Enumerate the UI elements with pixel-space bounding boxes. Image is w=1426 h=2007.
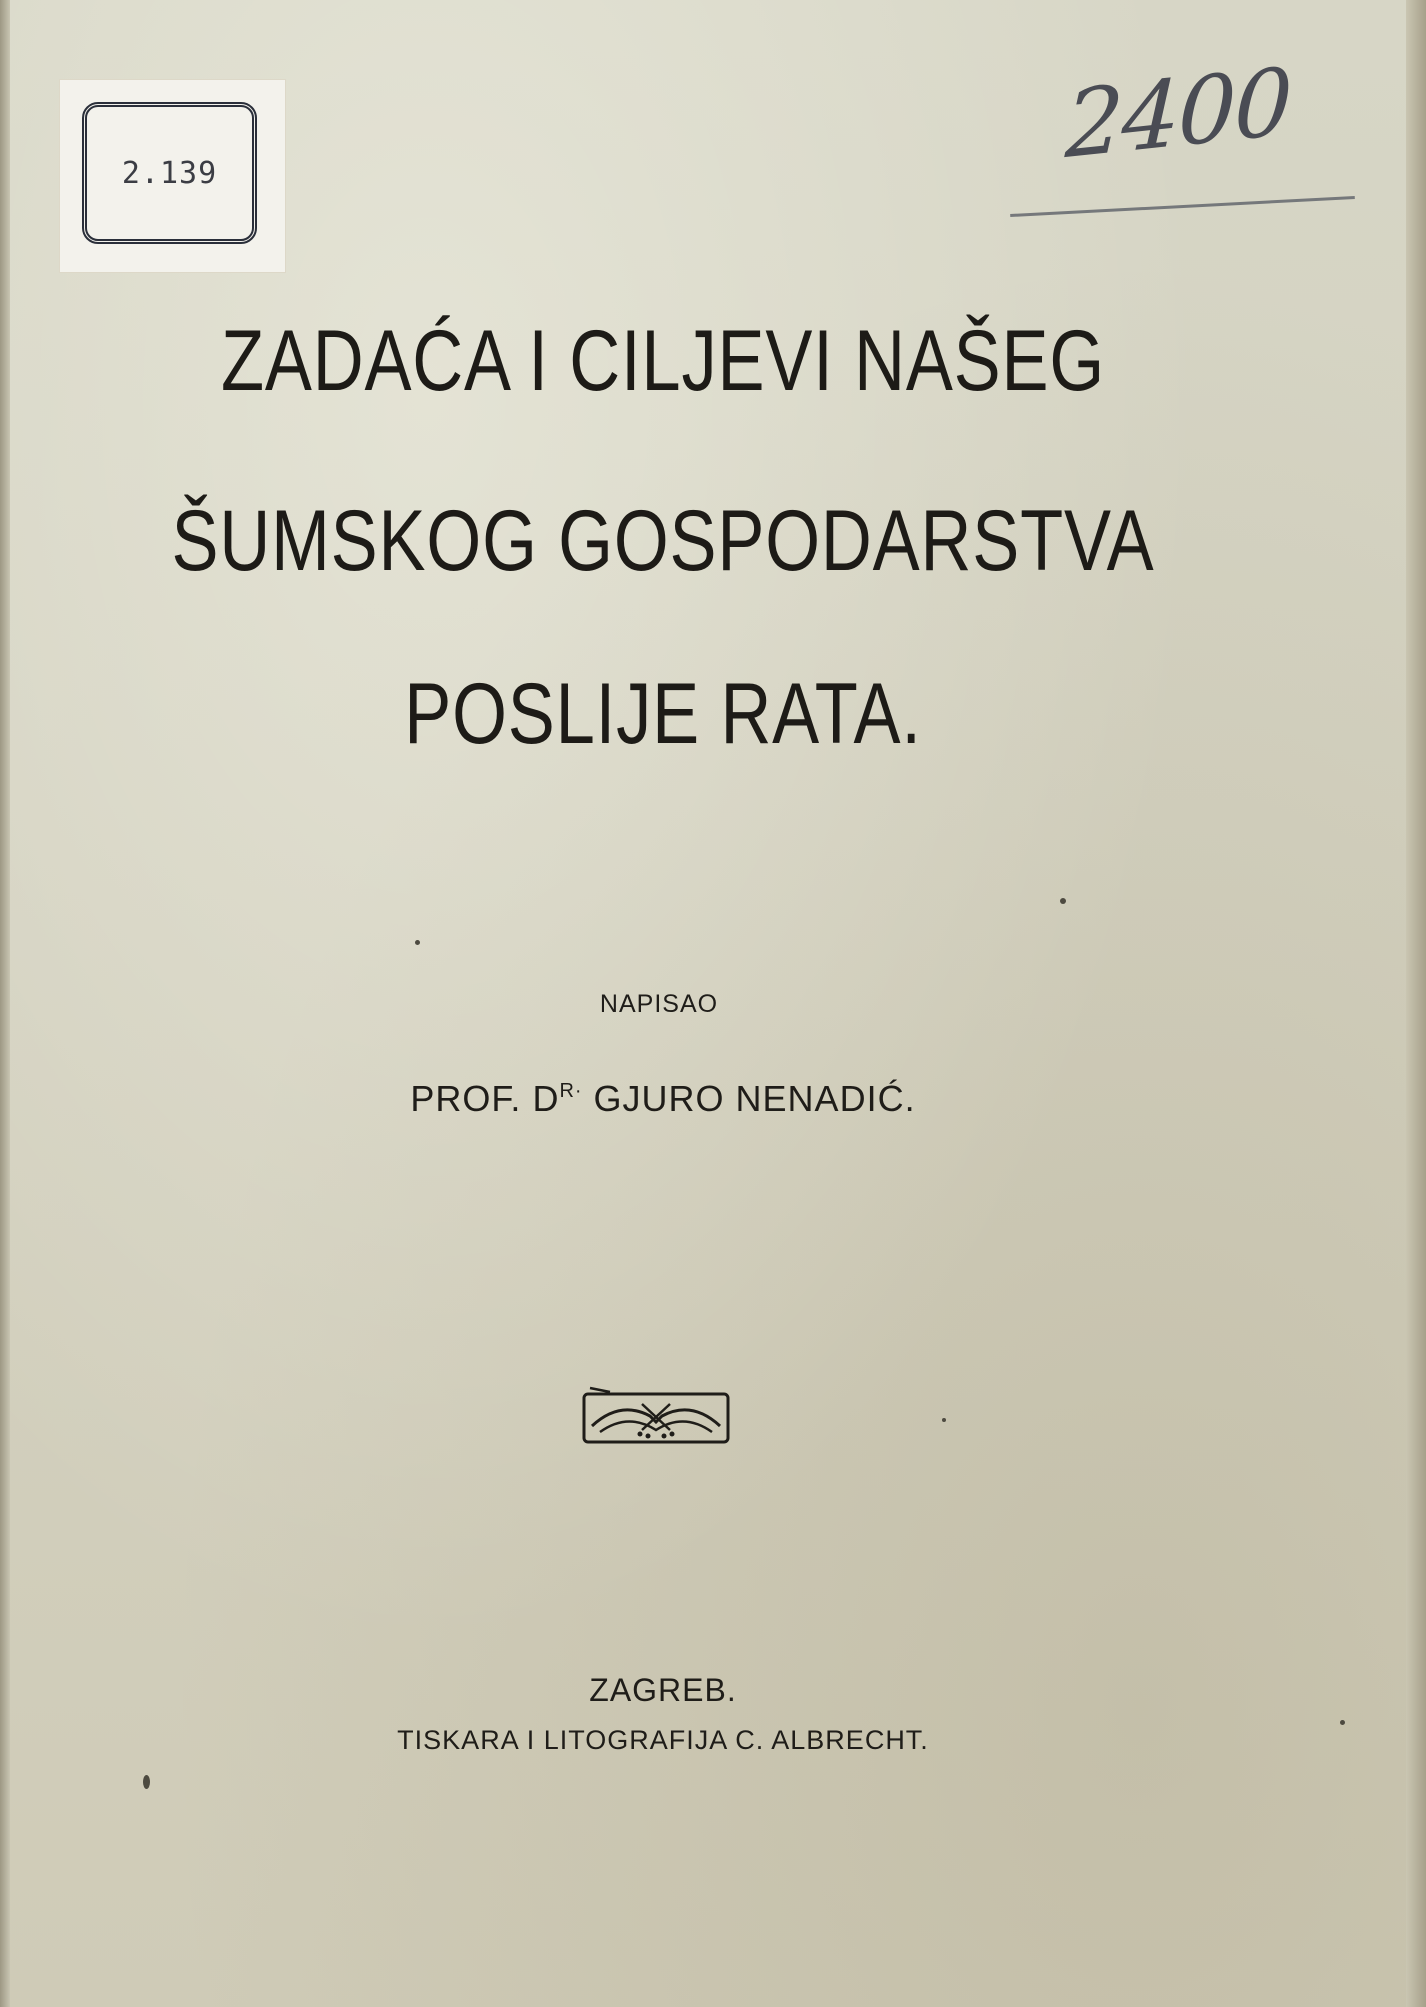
paper-speck	[1060, 898, 1066, 904]
paper-speck	[415, 940, 420, 945]
paper-speck	[942, 1418, 946, 1422]
author-full-name: GJURO NENADIĆ.	[582, 1078, 916, 1119]
author-prefix: PROF. D	[410, 1078, 560, 1119]
printer-ornament-icon	[580, 1386, 732, 1446]
library-label-frame	[82, 102, 257, 244]
author-name	[0, 1078, 1326, 1120]
byline-label: NAPISAO	[599, 990, 719, 1018]
handwritten-underline	[1010, 196, 1355, 217]
paper-speck	[143, 1775, 150, 1789]
title-line-2: ŠUMSKOG GOSPODARSTVA	[171, 493, 1155, 589]
imprint-city: ZAGREB.	[589, 1672, 737, 1708]
handwritten-number: 2400	[1063, 47, 1293, 180]
title-line-3: POSLIJE RATA.	[404, 666, 922, 762]
author-title-superscript: R·	[559, 1080, 583, 1102]
imprint-printer: TISKARA I LITOGRAFIJA C. ALBRECHT.	[397, 1725, 929, 1755]
title-line-1: ZADAĆA I CILJEVI NAŠEG	[220, 313, 1106, 409]
page-edge-right	[1406, 0, 1426, 2007]
library-label	[60, 80, 285, 272]
library-label-number: 2.139	[121, 155, 218, 191]
paper-speck	[1340, 1720, 1345, 1725]
